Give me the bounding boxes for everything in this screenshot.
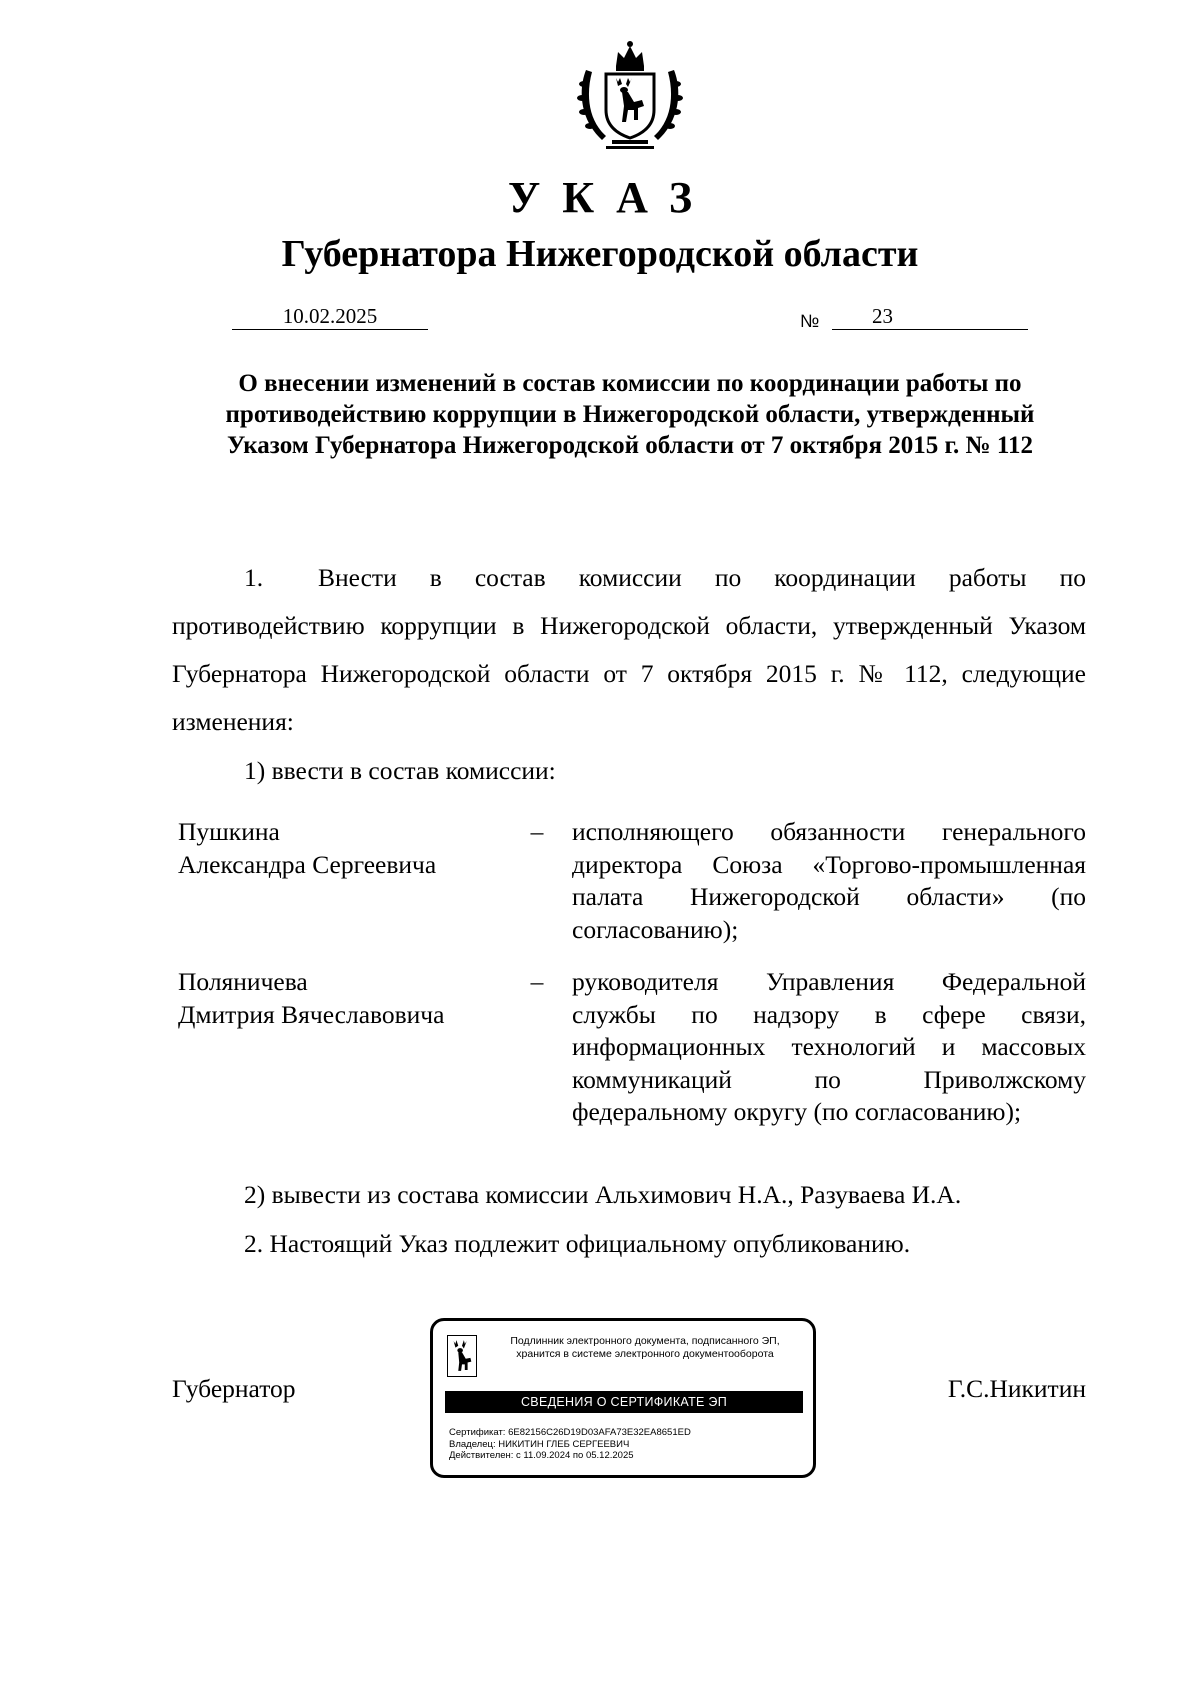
number-sign: № xyxy=(800,311,820,331)
electronic-signature-stamp xyxy=(430,1318,816,1478)
member-name xyxy=(178,816,498,881)
member-dash: – xyxy=(530,967,544,996)
stamp-header-line-1: Подлинник электронного документа, подписанного ЭП, xyxy=(510,1335,780,1347)
paragraph-1-text: Внести в состав комиссии по координации работы по противодействию коррупции в Нижегородской области, утвержденный Указом Губернатора Нижегородской области от 7 октября 2015 г. № 112, следующие изменения: xyxy=(172,563,1086,736)
subitem-2: 2) вывести из состава комиссии Альхимович Н.А., Разуваева И.А. xyxy=(244,1180,962,1209)
member-given-name: Дмитрия Вячеславовича xyxy=(178,999,445,1029)
paragraph-2: 2. Настоящий Указ подлежит официальному опубликованию. xyxy=(244,1229,911,1258)
certificate-owner: Владелец: НИКИТИН ГЛЕБ СЕРГЕЕВИЧ xyxy=(449,1438,630,1450)
document-date: 10.02.2025 xyxy=(232,303,428,330)
paragraph-1 xyxy=(172,554,1086,746)
document-number: 23 xyxy=(872,304,893,328)
member-dash: – xyxy=(530,817,544,846)
member-role: руководителя Управления Федеральной службы по надзору в сфере связи, информационных технологий и массовых коммуникаций по Приволжскому федеральному округу (по согласованию); xyxy=(572,967,1086,1126)
issuer-title: Губернатора Нижегородской области xyxy=(281,233,919,275)
signatory-name: Г.С.Никитин xyxy=(947,1374,1086,1403)
stamp-header-line-2: хранится в системе электронного документооборота xyxy=(516,1348,774,1360)
member-surname: Пушкина xyxy=(178,817,280,846)
document-number-field xyxy=(832,303,1028,330)
coat-of-arms-emblem xyxy=(572,40,688,152)
member-entry xyxy=(178,966,1086,1126)
crown-icon xyxy=(616,41,644,71)
paragraph-1-number: 1. xyxy=(244,563,264,592)
certificate-serial: Сертификат: 6E82156C26D19D03AFA73E32EA8651ED xyxy=(449,1427,691,1438)
document-type-title: УКАЗ xyxy=(507,173,715,222)
member-given-name: Александра Сергеевича xyxy=(178,849,437,879)
certificate-info-bar: СВЕДЕНИЯ О СЕРТИФИКАТЕ ЭП xyxy=(445,1391,803,1413)
certificate-details xyxy=(449,1427,805,1462)
member-name xyxy=(178,966,498,1031)
member-surname: Поляничева xyxy=(178,967,308,996)
deer-logo-icon xyxy=(447,1335,477,1377)
signatory-position: Губернатор xyxy=(172,1374,296,1403)
member-entry xyxy=(178,816,1086,956)
member-role: исполняющего обязанности генерального директора Союза «Торгово-промышленная палата Нижегородской области» (по согласованию); xyxy=(572,817,1086,944)
certificate-validity: Действителен: с 11.09.2024 по 05.12.2025 xyxy=(449,1450,634,1461)
stamp-header xyxy=(485,1335,805,1361)
subitem-1: 1) ввести в состав комиссии: xyxy=(244,756,556,785)
document-subject: О внесении изменений в состав комиссии по координации работы по противодействию коррупции в Нижегородской области, утвержденный Указом Губернатора Нижегородской области от 7 октября 2015 г. № 112 xyxy=(225,370,1035,459)
